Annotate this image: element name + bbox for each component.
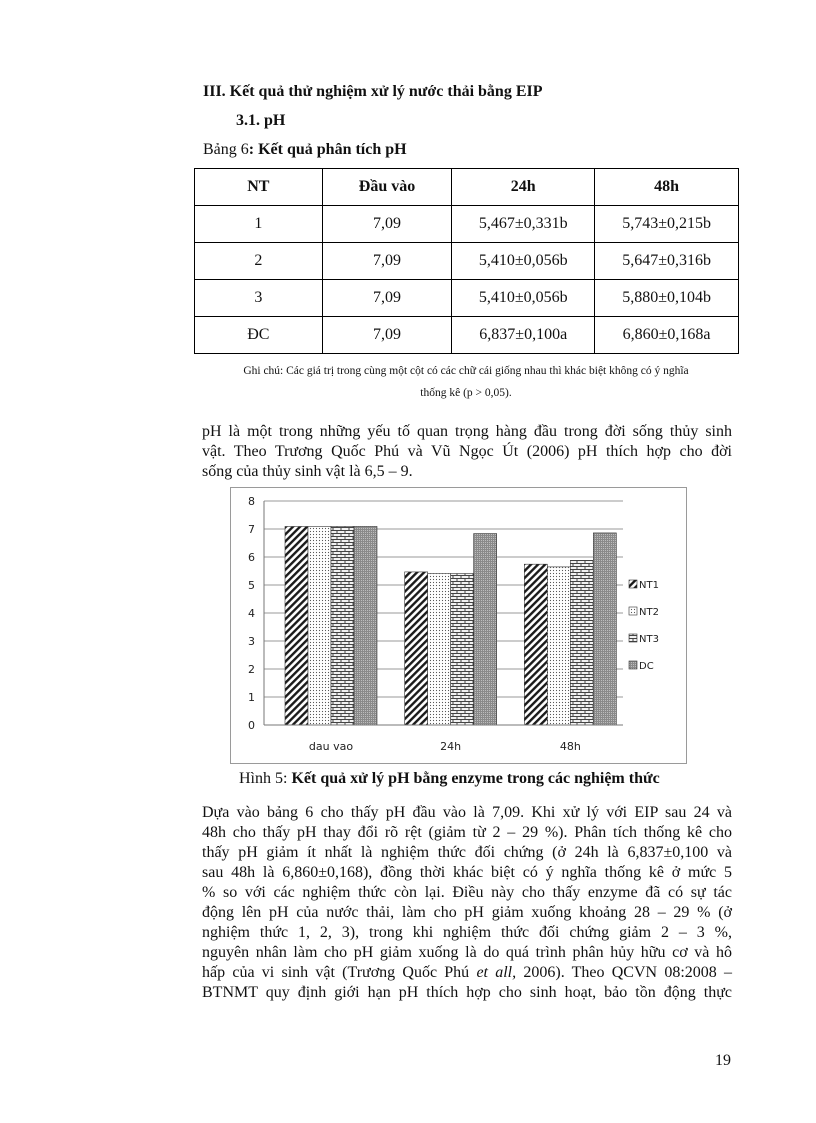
chart-legend xyxy=(629,580,659,672)
chart-bars xyxy=(285,526,616,725)
table-row xyxy=(195,280,739,317)
table-cell: 5,647±0,316b xyxy=(595,243,739,280)
header-input: Đầu vào xyxy=(322,169,452,206)
table-cell: 1 xyxy=(195,206,323,243)
line-text: 2006). Theo QCVN 08:2008 – xyxy=(516,964,733,981)
y-tick-label: 1 xyxy=(248,691,255,704)
legend-swatch-nt3 xyxy=(629,634,637,642)
table-cell: 7,09 xyxy=(322,317,452,354)
figure-caption-prefix: Hình 5: xyxy=(239,770,292,787)
section-heading: III. Kết quả thử nghiệm xử lý nước thải bằng EIP xyxy=(203,83,543,100)
paragraph-line: thấy pH giảm ít nhất là nghiệm thức đối chứng (ở 24h là 6,837±0,100 và xyxy=(202,844,732,861)
table-cell: 5,410±0,056b xyxy=(452,243,595,280)
subsection-heading: 3.1. pH xyxy=(236,112,286,129)
table-note-line-2: thống kê (p > 0,05). xyxy=(420,387,512,399)
legend-label-nt1: NT1 xyxy=(639,580,659,591)
paragraph-line: động lên pH của nước thải, làm cho pH giảm xuống khoảng 28 – 29 % (ở xyxy=(202,904,732,921)
table-cell: 6,837±0,100a xyxy=(452,317,595,354)
table-cell: 5,880±0,104b xyxy=(595,280,739,317)
table-caption-prefix: Bảng 6 xyxy=(203,141,249,158)
table-note xyxy=(196,360,736,404)
bar-nt3 xyxy=(331,526,354,725)
paragraph-line: BTNMT quy định giới hạn pH thích hợp cho sinh hoạt, bảo tồn động thực xyxy=(202,984,732,1001)
y-tick-label: 3 xyxy=(248,635,255,648)
paragraph-line: Dựa vào bảng 6 cho thấy pH đầu vào là 7,09. Khi xử lý với EIP sau 24 và xyxy=(202,804,732,821)
table-cell: 2 xyxy=(195,243,323,280)
paragraph-line: vật. Theo Trương Quốc Phú và Vũ Ngọc Út (2006) pH thích hợp cho đời xyxy=(202,443,732,460)
table-note-line-1: Ghi chú: Các giá trị trong cùng một cột có các chữ cái giống nhau thì khác biệt không có ý nghĩa xyxy=(243,365,689,377)
legend-label-dc: DC xyxy=(639,661,654,672)
line-text: hấp của vi sinh vật (Trương Quốc Phú xyxy=(202,964,477,981)
bar-dc xyxy=(474,534,497,725)
bar-nt1 xyxy=(285,526,308,725)
header-nt: NT xyxy=(195,169,323,206)
paragraph-discussion xyxy=(202,803,732,1003)
italic-citation: et all, xyxy=(476,964,517,981)
paragraph-line: sống của thủy sinh vật là 6,5 – 9. xyxy=(202,463,413,480)
bar-nt2 xyxy=(308,526,331,725)
paragraph-line: pH là một trong những yếu tố quan trọng hàng đầu trong đời sống thủy sinh xyxy=(202,423,732,440)
table-cell: 6,860±0,168a xyxy=(595,317,739,354)
bar-dc xyxy=(593,533,616,725)
legend-label-nt2: NT2 xyxy=(639,607,659,618)
paragraph-line: nghiệm thức 1, 2, 3), trong khi nghiệm thức đối chứng giảm 2 – 3 %, xyxy=(202,924,732,941)
figure-caption-title: Kết quả xử lý pH bằng enzyme trong các nghiệm thức xyxy=(291,770,660,787)
table-cell: ĐC xyxy=(195,317,323,354)
table-caption-title: : Kết quả phân tích pH xyxy=(248,141,407,158)
legend-swatch-nt2 xyxy=(629,607,637,615)
bar-nt3 xyxy=(451,574,474,725)
table-row xyxy=(195,243,739,280)
figure-caption xyxy=(239,770,660,788)
bar-nt2 xyxy=(547,567,570,725)
legend-swatch-dc xyxy=(629,661,637,669)
paragraph-line xyxy=(202,963,732,983)
chart-svg xyxy=(231,488,686,763)
table-cell: 7,09 xyxy=(322,206,452,243)
table-cell: 5,410±0,056b xyxy=(452,280,595,317)
paragraph-line: nguyên nhân làm cho pH giảm xuống là do quá trình phân hủy hữu cơ và hô xyxy=(202,944,732,961)
header-24h: 24h xyxy=(452,169,595,206)
x-tick-label: 48h xyxy=(559,740,581,753)
bar-nt2 xyxy=(428,574,451,725)
table-row xyxy=(195,206,739,243)
table-cell: 5,467±0,331b xyxy=(452,206,595,243)
legend-label-nt3: NT3 xyxy=(639,634,659,645)
table-header-row xyxy=(195,169,739,206)
legend-swatch-nt1 xyxy=(629,580,637,588)
y-tick-label: 4 xyxy=(248,607,255,620)
paragraph-line: 48h cho thấy pH thay đổi rõ rệt (giảm từ 2 – 29 %). Phân tích thống kê cho xyxy=(202,824,732,841)
y-tick-label: 5 xyxy=(248,579,255,592)
bar-nt1 xyxy=(405,572,428,725)
y-tick-label: 7 xyxy=(248,523,255,536)
ph-bar-chart xyxy=(230,487,687,764)
x-tick-label: dau vao xyxy=(308,740,354,753)
bar-nt1 xyxy=(524,564,547,725)
table-cell: 7,09 xyxy=(322,243,452,280)
bar-dc xyxy=(354,526,377,725)
table-cell: 3 xyxy=(195,280,323,317)
table-cell: 7,09 xyxy=(322,280,452,317)
x-tick-label: 24h xyxy=(440,740,462,753)
page-number: 19 xyxy=(715,1052,731,1069)
bar-nt3 xyxy=(570,560,593,725)
table-caption xyxy=(203,141,407,159)
y-tick-label: 6 xyxy=(248,551,255,564)
y-tick-label: 8 xyxy=(248,495,255,508)
paragraph-line: % so với các nghiệm thức còn lại. Điều này cho thấy enzyme đã có sự tác xyxy=(202,884,732,901)
table-row xyxy=(195,317,739,354)
ph-results-table xyxy=(194,168,739,354)
y-tick-label: 2 xyxy=(248,663,255,676)
y-tick-label: 0 xyxy=(248,719,255,732)
table-cell: 5,743±0,215b xyxy=(595,206,739,243)
paragraph-line: sau 48h là 6,860±0,168), đồng thời khác biệt có ý nghĩa thống kê ở mức 5 xyxy=(202,864,732,881)
header-48h: 48h xyxy=(595,169,739,206)
paragraph-intro xyxy=(202,422,732,482)
